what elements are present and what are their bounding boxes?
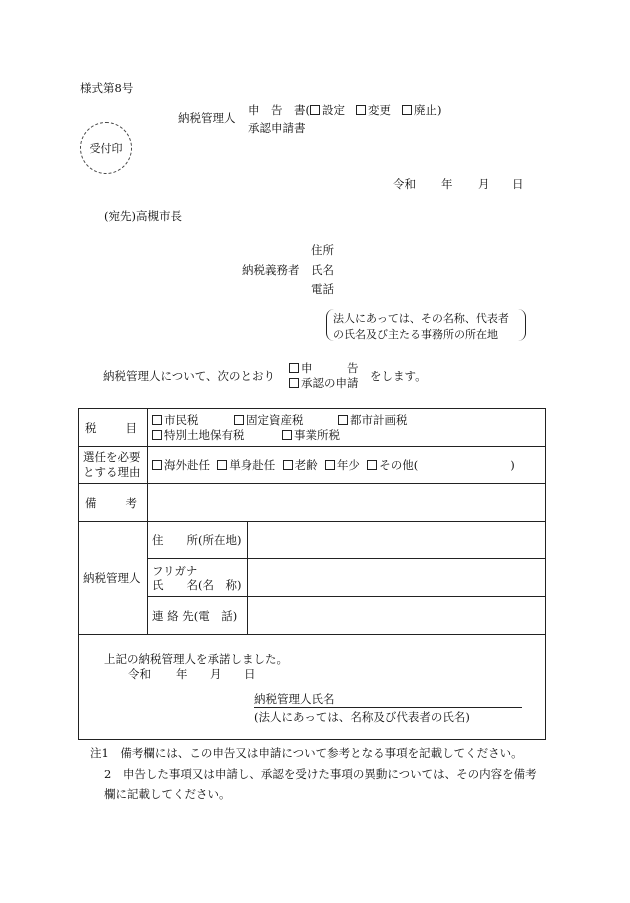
tax-business-office: 事業所税 [294, 427, 340, 442]
approval-row [79, 635, 546, 740]
reception-stamp [80, 122, 132, 174]
agent-name-row [79, 559, 546, 597]
checkbox-overseas[interactable] [152, 460, 162, 470]
reason-row [79, 447, 546, 484]
tax-city: 市民税 [164, 412, 199, 427]
request-opt1-label: 申 告 [301, 361, 359, 375]
checkbox-business-office-tax[interactable] [282, 430, 292, 440]
remarks-char1: 備 [85, 495, 97, 510]
checkbox-change[interactable] [356, 105, 366, 115]
checkbox-approval-request[interactable] [289, 378, 299, 388]
remarks-row [79, 484, 546, 522]
date-year: 年 [441, 177, 453, 191]
remarks-field[interactable] [148, 484, 546, 522]
signature-line[interactable] [254, 707, 522, 708]
checkbox-city-tax[interactable] [152, 415, 162, 425]
corporate-note-bracket [326, 309, 526, 341]
tax-special-land: 特別土地保有税 [164, 427, 245, 442]
agent-contact-field[interactable] [248, 597, 546, 635]
form-number: 様式第8号 [80, 81, 134, 95]
checkbox-city-planning-tax[interactable] [338, 415, 348, 425]
checkbox-fixed-asset-tax[interactable] [234, 415, 244, 425]
remarks-char2: 考 [125, 495, 137, 510]
taxpayer-label: 納税義務者 [242, 263, 300, 277]
checkbox-other[interactable] [367, 460, 377, 470]
agent-furigana-label: フリガナ [152, 563, 198, 578]
agent-name-field[interactable] [248, 559, 546, 597]
signature-label: 納税管理人氏名 [254, 692, 335, 706]
header-subject: 納税管理人 [178, 111, 236, 125]
reason-overseas: 海外赴任 [164, 458, 210, 472]
note-1: 注1 備考欄には、この申告又は申請について参考となる事項を記載してください。 [90, 746, 523, 760]
reason-single-assignment: 単身赴任 [229, 458, 276, 472]
corporate-note-line1: 法人にあっては、その名称、代表者 [333, 312, 509, 325]
tax-type-row [79, 409, 546, 447]
reason-label-line2: とする理由 [83, 465, 141, 479]
agent-label: 納税管理人 [79, 522, 148, 635]
checkbox-setting[interactable] [310, 105, 320, 115]
approval-date-era: 令和 [128, 667, 151, 681]
request-option-approval [289, 375, 359, 391]
checkbox-old-age[interactable] [283, 460, 293, 470]
request-prefix: 納税管理人について、次のとおり [103, 369, 276, 383]
note-2b: 欄に記載してください。 [104, 787, 231, 801]
agent-contact-label: 連 絡 先(電 話) [148, 597, 248, 635]
date-era: 令和 [393, 177, 416, 191]
checkbox-minor[interactable] [325, 460, 335, 470]
reason-minor: 年少 [336, 458, 360, 472]
taxpayer-phone-label: 電話 [311, 282, 334, 296]
option-change: 変更 [367, 103, 391, 117]
tax-label-char2: 目 [125, 420, 137, 435]
reason-close: ) [510, 458, 515, 472]
taxpayer-address-label: 住所 [311, 243, 334, 257]
approval-date-day: 日 [244, 667, 256, 681]
tax-city-planning: 都市計画税 [350, 412, 408, 427]
option-setting: 設定 [322, 103, 345, 117]
agent-contact-row [79, 597, 546, 635]
request-opt2-label: 承認の申請 [301, 376, 359, 390]
agent-name-label [148, 559, 248, 597]
date-month: 月 [478, 177, 490, 191]
tax-type-label [79, 409, 148, 447]
note-2a: 2 申告した事項又は申請し、承認を受けた事項の異動については、その内容を備考 [104, 767, 537, 781]
reason-old-age: 老齢 [294, 458, 318, 472]
checkbox-single-assignment[interactable] [217, 460, 227, 470]
tax-fixed-asset: 固定資産税 [246, 412, 304, 427]
addressee: (宛先)高槻市長 [104, 209, 182, 223]
reason-options [148, 447, 546, 484]
header-line1-prefix: 申 告 書( [248, 103, 310, 117]
header-line1-suffix: ) [436, 103, 442, 117]
date-day: 日 [512, 177, 524, 191]
corporate-note-line2: の氏名及び主たる事務所の所在地 [333, 328, 498, 341]
request-option-declaration [289, 360, 359, 376]
taxpayer-name-label: 氏名 [311, 263, 334, 277]
agent-address-label: 住 所(所在地) [148, 522, 248, 559]
approval-date-month: 月 [210, 667, 222, 681]
stamp-label: 受付印 [89, 142, 123, 155]
reason-label [79, 447, 148, 484]
checkbox-special-land-tax[interactable] [152, 430, 162, 440]
option-abolish: 廃止 [413, 103, 437, 117]
checkbox-declaration[interactable] [289, 363, 299, 373]
header-line2: 承認申請書 [248, 121, 306, 135]
approval-text: 上記の納税管理人を承諾しました。 [104, 652, 288, 666]
approval-date-year: 年 [176, 667, 188, 681]
reason-other: その他( [379, 458, 419, 472]
header-line1 [248, 102, 441, 118]
agent-name-text: 氏 名(名 称) [152, 577, 242, 592]
request-suffix: をします。 [370, 369, 427, 383]
checkbox-abolish[interactable] [402, 105, 412, 115]
remarks-label [79, 484, 148, 522]
reason-label-line1: 選任を必要 [83, 450, 141, 464]
signature-note: (法人にあっては、名称及び代表者の氏名) [254, 710, 470, 724]
tax-type-options [148, 409, 546, 447]
approval-cell [79, 635, 546, 740]
tax-label-char1: 税 [85, 420, 97, 435]
agent-address-row [79, 522, 546, 559]
agent-address-field[interactable] [248, 522, 546, 559]
application-table [78, 408, 546, 740]
